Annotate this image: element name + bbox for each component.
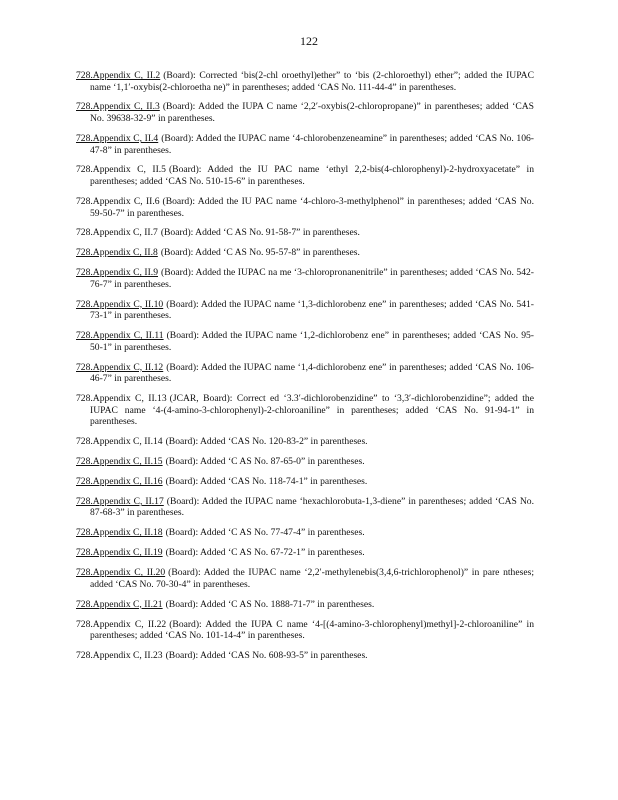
entry-reference: 728.Appendix C, II.5 [76,164,166,176]
amendment-entry [76,393,534,428]
entry-text: (Board): Added ‘C AS No. 77-47-4” in parentheses. [165,527,365,539]
entry-text: (Board): Added the IUPAC name ‘2,2′-methylenebis(3,4,6-trichlorophenol)” in pare ntheses; added ‘CAS No. 70-30-4” in parentheses. [90,567,535,590]
entry-text: (Board): Added the IUPAC na me ‘3-chloropronanenitrile” in parentheses; added ‘CAS No. 542-76-7” in parentheses. [90,267,534,290]
entry-reference: 728.Appendix C, II.12 [76,361,164,373]
entry-text: (Board): Corrected ‘bis(2-chl oroethyl)ether” to ‘bis (2-chloroethyl) ether”; added the IUPAC name ‘1,1′-oxybis(2-chloroetha ne)” in parentheses; added ‘CAS No. 111-44-4” in parentheses. [90,70,534,93]
entry-reference: 728.Appendix C, II.7 [76,227,158,239]
amendment-entry [76,527,534,539]
amendment-entry [76,70,534,93]
entry-text: (Board): Added the IUPAC name ‘hexachlorobuta-1,3-diene” in parentheses; added ‘CAS No. 87-68-3” in parentheses. [90,495,534,519]
entry-reference: 728.Appendix C, II.22 [76,618,167,630]
amendment-entry [76,547,534,559]
amendment-entry [76,456,534,468]
entry-text: (Board): Added ‘C AS No. 87-65-0” in parentheses. [165,456,365,468]
amendment-entry [76,247,534,259]
entry-text: (Board): Added the IU PAC name ‘ethyl 2,2-bis(4-chlorophenyl)-2-hydroxyacetate” in parentheses; added ‘CAS No. 510-15-6” in parentheses. [90,164,534,188]
amendment-entry [76,436,534,448]
entry-text: (Board): Added the IUPA C name ‘4-[(4-amino-3-chlorophenyl)methyl]-2-chloroaniline” in parentheses; added ‘CAS No. 101-14-4” in parentheses. [90,618,534,642]
amendment-list [76,70,534,670]
entry-text: (Board): Added the IUPAC name ‘1,3-dichlorobenz ene” in parentheses; added ‘CAS No. 541-73-1” in parentheses. [90,298,534,322]
amendment-entry [76,267,534,290]
entry-reference: 728.Appendix C, II.21 [76,598,163,610]
entry-text: (Board): Added ‘C AS No. 67-72-1” in parentheses. [165,547,365,559]
entry-text: (Board): Added ‘C AS No. 95-57-8” in parentheses. [160,247,360,259]
amendment-entry [76,227,534,239]
amendment-entry [76,299,534,322]
entry-text: (Board): Added the IUPA C name ‘2,2′-oxybis(2-chloropropane)” in parentheses; added ‘CAS No. 39638-32-9” in parentheses. [90,101,534,125]
amendment-entry [76,496,534,519]
entry-reference: 728.Appendix C, II.11 [76,330,164,342]
entry-reference: 728.Appendix C, II.19 [76,547,163,559]
entry-reference: 728.Appendix C, II.16 [76,476,163,487]
entry-reference: 728.Appendix C, II.17 [76,495,164,507]
entry-text: (Board): Added the IUPAC name ‘1,4-dichlorobenz ene” in parentheses; added ‘CAS No. 106-46-7” in parentheses. [90,361,534,385]
page-number: 122 [300,34,318,48]
entry-reference: 728.Appendix C, II.18 [76,527,163,539]
amendment-entry [76,362,534,385]
entry-reference: 728.Appendix C, II.23 [76,650,163,662]
entry-text: (Board): Added the IUPAC name ‘1,2-dichlorobenz ene” in parentheses; added ‘CAS No. 95-50-1” in parentheses. [90,330,534,353]
entry-reference: 728.Appendix C, II.14 [76,436,163,448]
entry-text: (Board): Added ‘CAS No. 120-83-2” in parentheses. [165,436,368,448]
entry-text: (JCAR, Board): Correct ed ‘3.3′-dichlorobenzidine” to ‘3,3′-dichlorobenzidine”; added the IUPAC name ‘4-(4-amino-3-chlorophenyl)-2-chloroaniline” in parentheses; added ‘CAS No. 91-94-1” in parentheses. [90,393,534,428]
entry-reference: 728.Appendix C, II.15 [76,456,163,468]
entry-reference: 728.Appendix C, II.6 [76,195,160,207]
entry-reference: 728.Appendix C, II.3 [76,101,160,113]
entry-text: (Board): Added ‘CAS No. 608-93-5” in parentheses. [165,650,368,662]
entry-text: (Board): Added ‘C AS No. 1888-71-7” in parentheses. [165,598,375,610]
amendment-entry [76,196,534,219]
amendment-entry [76,599,534,611]
amendment-entry [76,650,534,662]
entry-reference: 728.Appendix C, II.8 [76,247,158,259]
amendment-entry [76,330,534,353]
amendment-entry [76,476,534,488]
entry-reference: 728.Appendix C, II.2 [76,70,161,81]
amendment-entry [76,133,534,156]
amendment-entry [76,101,534,124]
entry-text: (Board): Added the IU PAC name ‘4-chloro-3-methylphenol” in parentheses; added ‘CAS No. 59-50-7” in parentheses. [90,195,534,219]
entry-text: (Board): Added ‘CAS No. 118-74-1” in parentheses. [165,476,368,487]
entry-reference: 728.Appendix C, II.20 [76,567,166,579]
amendment-entry [76,567,534,590]
entry-text: (Board): Added ‘C AS No. 91-58-7” in parentheses. [160,227,360,239]
amendment-entry [76,164,534,187]
entry-text: (Board): Added the IUPAC name ‘4-chlorobenzeneamine” in parentheses; added ‘CAS No. 106-47-8” in parentheses. [90,132,534,156]
entry-reference: 728.Appendix C, II.10 [76,298,164,310]
entry-reference: 728.Appendix C, II.13 [76,393,167,405]
entry-reference: 728.Appendix C, II.9 [76,267,158,279]
entry-reference: 728.Appendix C, II.4 [76,132,159,144]
amendment-entry [76,619,534,642]
